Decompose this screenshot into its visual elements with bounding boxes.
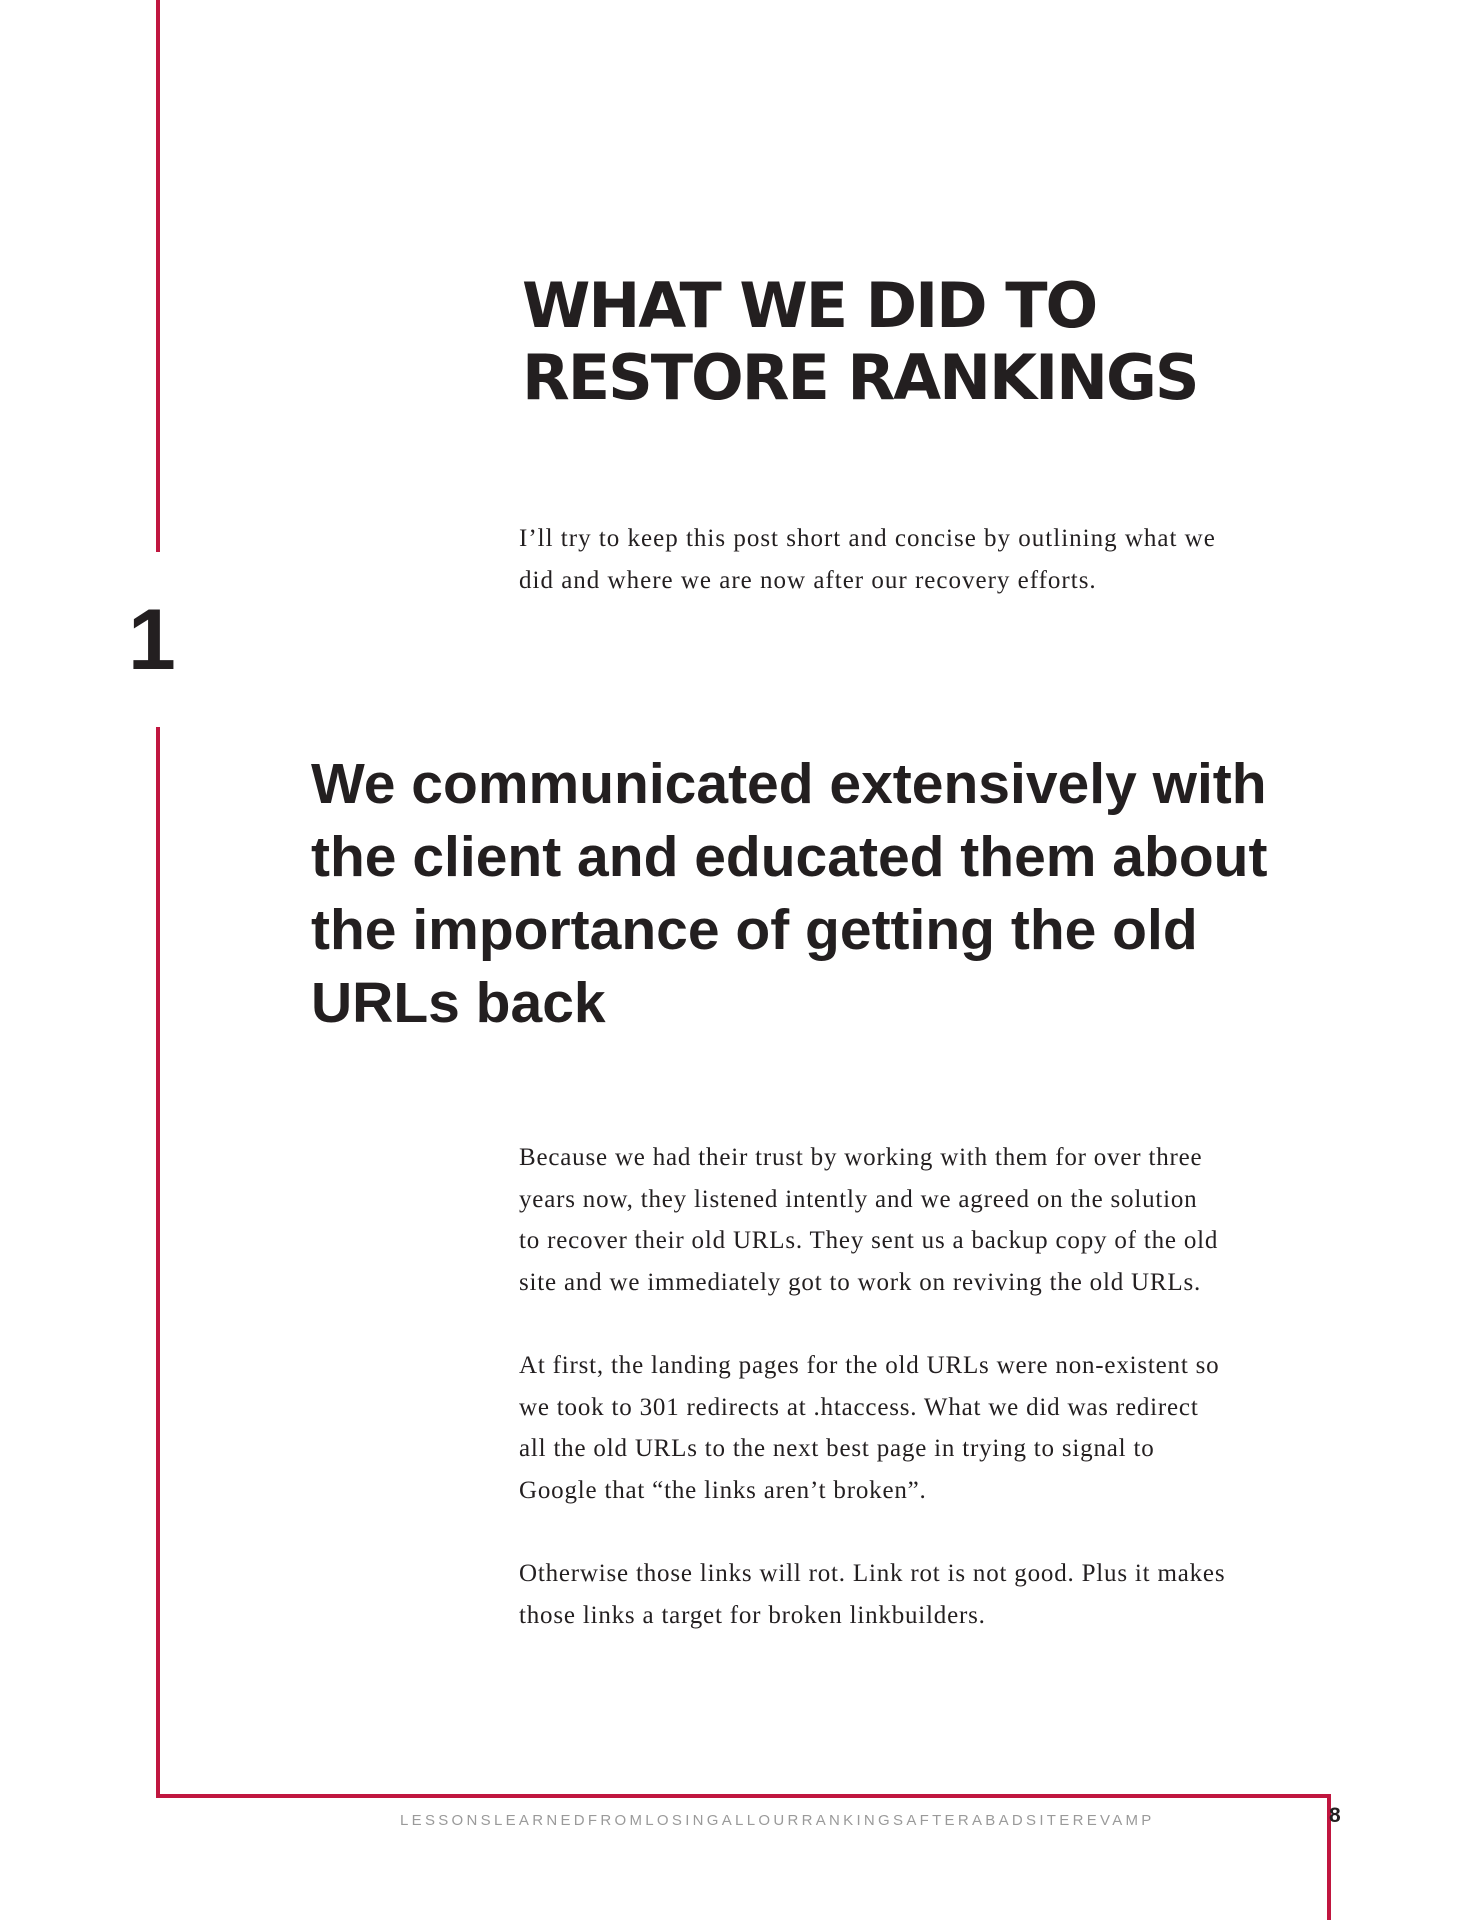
footer-running-title: LESSONSLEARNEDFROMLOSINGALLOURRANKINGSAFTERABADSITEREVAMP (400, 1812, 1155, 1829)
page-title: WHAT WE DID TO RESTORE RANKINGS (522, 269, 1198, 414)
body-paragraph: Otherwise those links will rot. Link rot is not good. Plus it makes those links a target for broken linkbuilders. (519, 1560, 1226, 1629)
body-text (519, 1137, 1359, 1678)
left-accent-rule-top (156, 0, 160, 552)
intro-paragraph: I’ll try to keep this post short and concise by outlining what we did and where we are now after our recovery efforts. (519, 525, 1216, 594)
section-number: 1 (128, 592, 176, 688)
page-number: 8 (1329, 1804, 1341, 1827)
bottom-accent-rule (156, 1794, 1331, 1798)
body-paragraph: Because we had their trust by working with them for over three years now, they listened intently and we agreed on the solution to recover their old URLs. They sent us a backup copy of the old site and we immediately got to work on reviving the old URLs. (519, 1144, 1219, 1296)
left-accent-rule-bottom (156, 727, 160, 1798)
body-paragraph: At first, the landing pages for the old URLs were non-existent so we took to 301 redirects at .htaccess. What we did was redirect all the old URLs to the next best page in trying to signal to Google that “the links aren’t broken”. (519, 1352, 1220, 1504)
section-subheading: We communicated extensively with the client and educated them about the importance of getting the old URLs back (311, 752, 1268, 1035)
